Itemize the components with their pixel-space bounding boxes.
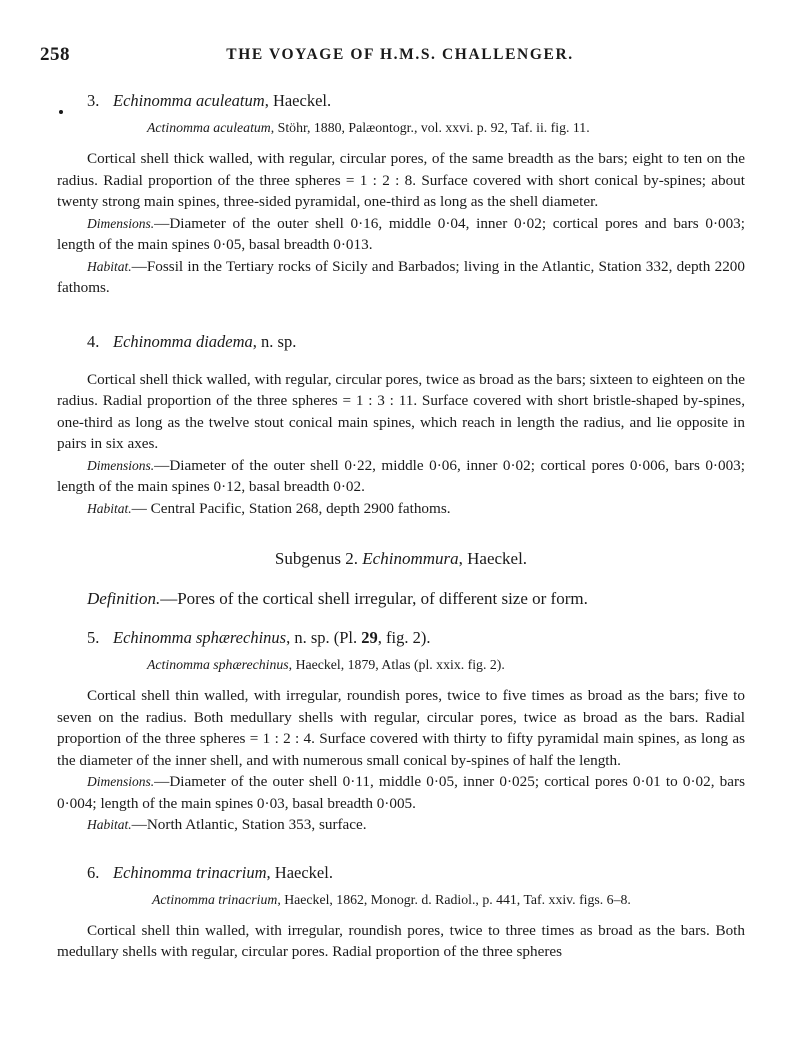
synonym-line <box>147 655 745 675</box>
species-name: Echinomma diadema <box>113 331 253 351</box>
synonym-reference: , Stöhr, 1880, Palæontogr., vol. xxvi. p. 92, Taf. ii. fig. 11. <box>270 120 590 135</box>
habitat-text: —North Atlantic, Station 353, surface. <box>131 816 367 833</box>
species-heading <box>87 331 745 353</box>
synonym-name: Actinomma trinacrium <box>152 891 278 907</box>
species-author: , Haeckel. <box>264 91 332 110</box>
page-header <box>40 44 760 68</box>
synonym-reference: , Haeckel, 1879, Atlas (pl. xxix. fig. 2). <box>288 657 505 672</box>
habitat-paragraph <box>57 256 745 299</box>
dimensions-paragraph <box>57 213 745 256</box>
species-number: 5. <box>87 628 100 647</box>
species-number: 6. <box>87 862 100 882</box>
species-entry <box>57 862 745 963</box>
species-number: 4. <box>87 331 100 351</box>
species-entry <box>57 627 745 836</box>
dimensions-paragraph <box>57 771 745 814</box>
subgenus-author: , Haeckel. <box>458 549 528 568</box>
species-description: Cortical shell thin walled, with irregular, roundish pores, twice to five times as broad as the bars; five to seven on the radius. Both medullary shells with regular, circular pores, twice as broad as the bars. Radial proportion of the three spheres = 1 : 2 : 4. Surface covered with thirty to fifty pyramidal main spines, as long as the diameter of the inner shell, and with numerous small conical by-spines of half the length. <box>57 687 745 769</box>
main-text <box>57 90 745 963</box>
definition-text: —Pores of the cortical shell irregular, of different size or form. <box>160 589 588 608</box>
definition-label: Definition. <box>87 589 161 608</box>
habitat-text: —Fossil in the Tertiary rocks of Sicily and Barbados; living in the Atlantic, Station 332, depth 2200 fathoms. <box>57 257 745 296</box>
species-entry <box>57 331 745 520</box>
species-author: , Haeckel. <box>266 862 333 882</box>
subgenus-name: Echinommura <box>362 549 459 568</box>
habitat-paragraph <box>57 498 745 520</box>
species-name: Echinomma aculeatum <box>113 91 265 110</box>
species-description: Cortical shell thick walled, with regular, circular pores, twice as broad as the bars; sixteen to eighteen on the radius. Radial proportion of the three spheres = 1 : 3 : 11. Surface covered with short bristle-shaped by-spines, one-third as long as the twelve stout conical main spines, which reach in length the radius, and lie opposite in pairs in six axes. <box>57 370 745 452</box>
synonym-name: Actinomma sphærechinus <box>147 657 289 672</box>
habitat-text: — Central Pacific, Station 268, depth 2900 fathoms. <box>131 499 451 517</box>
dimensions-label: Dimensions. <box>87 774 155 789</box>
species-heading <box>87 90 745 112</box>
habitat-label: Habitat. <box>87 817 132 832</box>
species-name: Echinomma sphærechinus <box>113 628 287 647</box>
dimensions-text: —Diameter of the outer shell 0·22, middle 0·06, inner 0·02; cortical pores 0·006, bars 0·003; length of the main spines 0·12, basal breadth 0·02. <box>57 456 745 495</box>
species-author: , n. sp. <box>252 331 297 351</box>
plate-figure: , fig. 2). <box>377 628 431 647</box>
synonym-reference: , Haeckel, 1862, Monogr. d. Radiol., p. 441, Taf. xxiv. figs. 6–8. <box>277 891 631 907</box>
species-heading <box>87 862 745 884</box>
dimensions-label: Dimensions. <box>87 457 155 473</box>
species-entry <box>57 90 745 299</box>
species-author: , n. sp. (Pl. <box>286 628 362 647</box>
species-number: 3. <box>87 91 100 110</box>
habitat-paragraph <box>57 814 745 836</box>
dimensions-text: —Diameter of the outer shell 0·11, middle 0·05, inner 0·025; cortical pores 0·01 to 0·02, bars 0·004; length of the main spines 0·03, basal breadth 0·005. <box>57 773 745 812</box>
subgenus-heading <box>57 548 745 570</box>
running-title: THE VOYAGE OF H.M.S. CHALLENGER. <box>226 46 574 63</box>
dimensions-label: Dimensions. <box>87 215 155 231</box>
dimensions-text: —Diameter of the outer shell 0·16, middle 0·04, inner 0·02; cortical pores and bars 0·003; length of the main spines 0·05, basal breadth 0·013. <box>57 214 745 253</box>
habitat-label: Habitat. <box>87 500 132 516</box>
habitat-label: Habitat. <box>87 258 132 274</box>
species-name: Echinomma trinacrium <box>113 862 267 882</box>
subgenus-definition <box>87 588 745 610</box>
synonym-line <box>152 890 745 910</box>
plate-number: 29 <box>361 628 378 647</box>
synonym-line <box>147 118 745 138</box>
subgenus-prefix: Subgenus 2. <box>274 549 363 568</box>
species-heading <box>87 627 745 649</box>
species-description: Cortical shell thick walled, with regular, circular pores, of the same breadth as the bars; eight to ten on the radius. Radial proportion of the three spheres = 1 : 2 : 8. Surface covered with short conical by-spines; about twenty strong main spines, three-sided pyramidal, one-third as long as the shell diameter. <box>57 150 745 210</box>
page-number: 258 <box>40 44 70 65</box>
synonym-name: Actinomma aculeatum <box>147 120 271 135</box>
species-description: Cortical shell thin walled, with irregular, roundish pores, twice to three times as broad as the bars. Both medullary shells with regular, circular pores. Radial proportion of the three spheres <box>57 921 745 960</box>
dimensions-paragraph <box>57 455 745 498</box>
